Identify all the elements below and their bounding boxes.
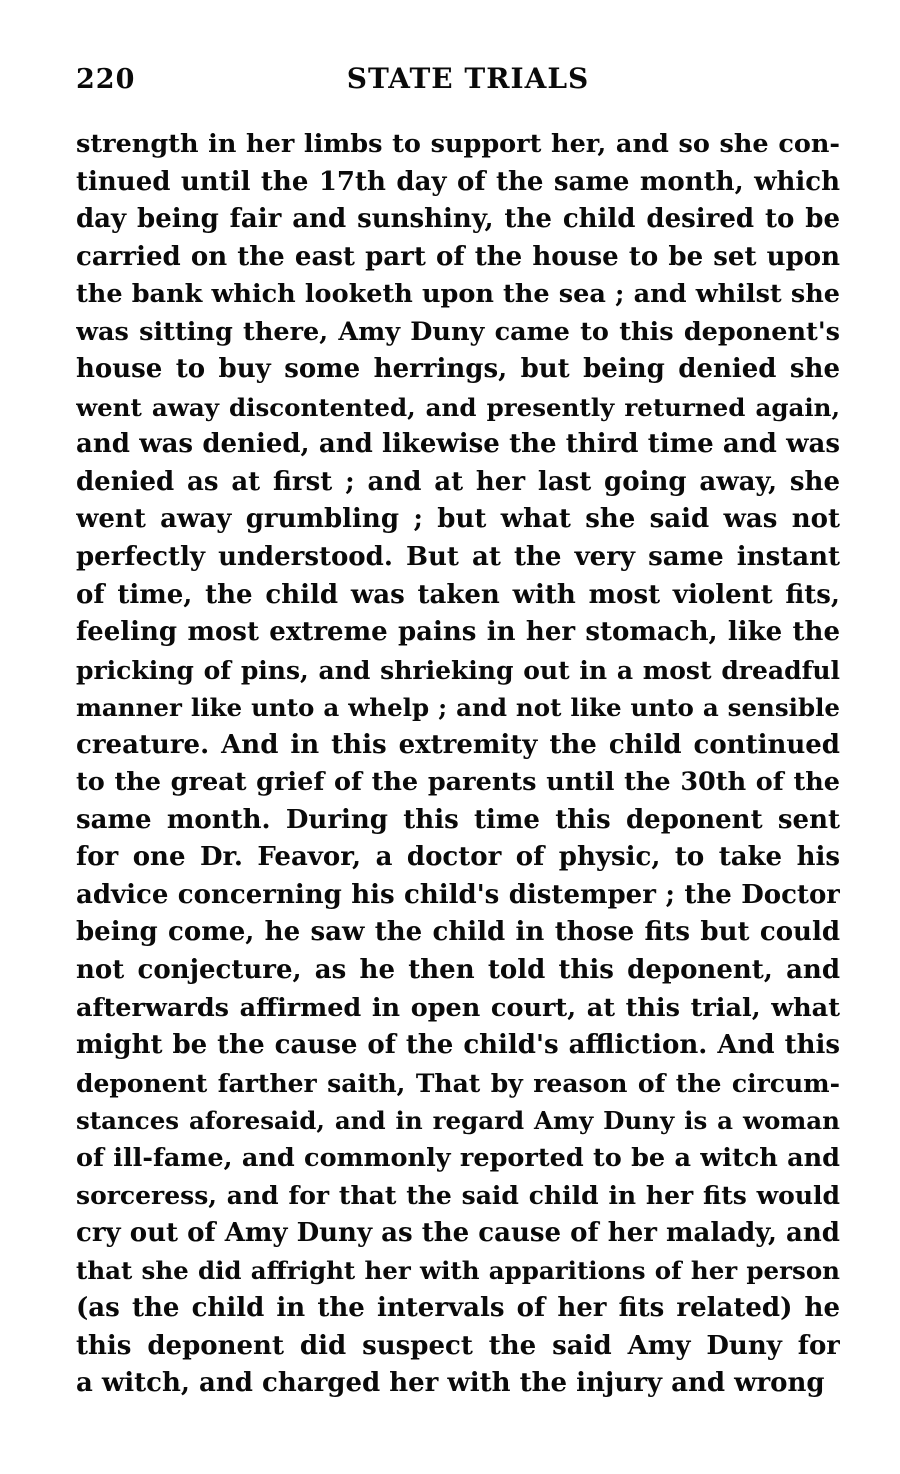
text-line: advice concerning his child's distemper ; the Doctor bbox=[76, 879, 840, 910]
text-line: and was denied, and likewise the third time and was bbox=[76, 429, 840, 460]
text-line: not conjecture, as he then told this deponent, and bbox=[76, 955, 840, 986]
text-line: day being fair and sunshiny, the child desired to be bbox=[76, 204, 840, 235]
text-line: denied as at first ; and at her last going away, she bbox=[76, 466, 840, 497]
text-line: (as the child in the intervals of her fits related) he bbox=[76, 1292, 840, 1323]
text-line: sorceress, and for that the said child in her fits would bbox=[76, 1181, 840, 1211]
text-line: for one Dr. Feavor, a doctor of physic, to take his bbox=[76, 842, 840, 873]
text-line: manner like unto a whelp ; and not like unto a sensible bbox=[76, 693, 840, 723]
text-line: the bank which looketh upon the sea ; and whilst she bbox=[76, 279, 840, 310]
text-line: carried on the east part of the house to be set upon bbox=[76, 241, 840, 272]
text-line: this deponent did suspect the said Amy Duny for bbox=[76, 1330, 840, 1361]
text-line: creature. And in this extremity the child continued bbox=[76, 729, 840, 760]
body-text bbox=[76, 126, 840, 1403]
text-line: tinued until the 17th day of the same month, which bbox=[76, 166, 840, 197]
text-line: being come, he saw the child in those fits but could bbox=[76, 917, 840, 948]
text-line: cry out of Amy Duny as the cause of her malady, and bbox=[76, 1217, 840, 1248]
text-line: a witch, and charged her with the injury and wrong bbox=[76, 1368, 825, 1399]
page-number: 220 bbox=[76, 64, 136, 95]
text-line: was sitting there, Amy Duny came to this deponent's bbox=[76, 316, 840, 347]
text-line: deponent farther saith, That by reason of the circum- bbox=[76, 1068, 840, 1098]
text-line: perfectly understood. But at the very same instant bbox=[76, 542, 840, 573]
text-line: that she did affright her with apparitions of her person bbox=[76, 1256, 840, 1286]
text-line: to the great grief of the parents until the 30th of the bbox=[76, 767, 840, 798]
text-line: strength in her limbs to support her, and so she con- bbox=[76, 129, 840, 159]
running-head bbox=[76, 62, 840, 102]
text-line: afterwards affirmed in open court, at this trial, what bbox=[76, 992, 840, 1023]
running-title: STATE TRIALS bbox=[346, 62, 590, 95]
text-line: of ill-fame, and commonly reported to be a witch and bbox=[76, 1142, 840, 1173]
text-line: stances aforesaid, and in regard Amy Duny is a woman bbox=[76, 1106, 840, 1136]
text-line: went away discontented, and presently returned again, bbox=[76, 392, 840, 422]
text-line: of time, the child was taken with most violent fits, bbox=[76, 579, 840, 610]
text-line: same month. During this time this deponent sent bbox=[76, 804, 840, 835]
text-line: might be the cause of the child's affliction. And this bbox=[76, 1030, 840, 1061]
text-line: feeling most extreme pains in her stomach, like the bbox=[76, 617, 840, 648]
text-line: went away grumbling ; but what she said was not bbox=[76, 504, 840, 535]
text-line: house to buy some herrings, but being denied she bbox=[76, 354, 840, 385]
text-line: pricking of pins, and shrieking out in a most dreadful bbox=[76, 655, 840, 685]
